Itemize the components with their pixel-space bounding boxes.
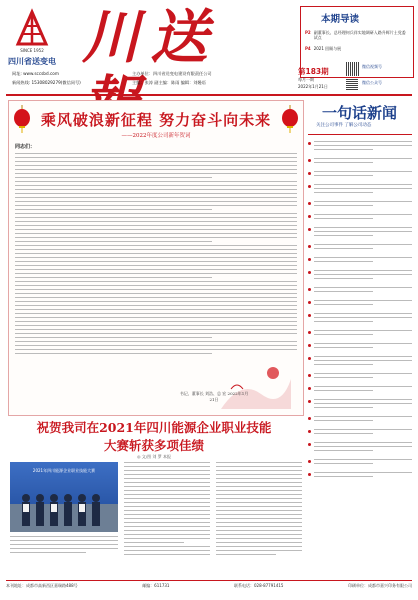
sidebar-news-item[interactable] [308,214,412,222]
sidebar-news-text [314,227,412,239]
bullet-icon [308,473,311,476]
people-group-icon [16,490,112,532]
bullet-icon [308,430,311,433]
info-sponsor: 主办单位：四川省送变电建设有限责任公司 [132,71,212,76]
logo-year: SINCE 1952 [20,48,44,53]
preview-text: 2021 回顾与展 [313,46,342,51]
sidebar-news-text [314,201,412,209]
sidebar-news-text [314,244,412,252]
bullet-icon [308,387,311,390]
sidebar-header [308,100,412,135]
article-caption-text [10,536,118,556]
preview-page: P2 [305,30,311,35]
logo-icon [14,8,50,48]
sidebar-news-text [314,330,412,338]
bullet-icon [308,331,311,334]
sidebar-news-text [314,300,412,308]
feature-salutation: 同志们： [15,144,36,150]
qr-code[interactable] [346,62,360,76]
feature-headline: 乘风破浪新征程 努力奋斗向未来 [40,111,272,129]
footer-divider [6,580,412,581]
sidebar-news-item[interactable] [308,158,412,166]
sidebar-news-item[interactable] [308,201,412,209]
info-contact: 新闻热线: 15308029279(微信同号) [12,80,81,85]
sidebar-news-text [314,416,412,424]
bullet-icon [308,357,311,360]
sidebar-news-item[interactable] [308,270,412,282]
feature-subtitle: ——2022年度公司新年贺词 [121,133,191,139]
sidebar-title: 一句话新闻 [322,104,398,122]
sidebar-news-text [314,472,412,480]
bullet-icon [308,443,311,446]
sidebar-news-item[interactable] [308,429,412,437]
sidebar-news-item[interactable] [308,356,412,368]
article-headline-line1: 祝贺我司在2021年四川能源企业职业技能 [36,420,272,435]
qr-label: 微信视频号 [362,64,382,69]
article-body-col2 [216,462,302,558]
bullet-icon [308,271,311,274]
footer-print: 印刷单位：成都市嘉兴印务有限公司 [348,583,412,588]
company-name: 四川省送变电 [8,57,56,66]
bullet-icon [308,159,311,162]
info-editors: 主编：张涛 副主编：陈雨 编辑：刘嫚语 [132,80,206,85]
sidebar-news-item[interactable] [308,227,412,239]
issue-sub: 每月一期 [298,77,314,82]
sidebar-news-item[interactable] [308,386,412,394]
sidebar-news-text [314,270,412,282]
sidebar-news-text [314,287,412,295]
issue-date: 2022年1月21日 [298,84,328,89]
bullet-icon [308,314,311,317]
sidebar-news-item[interactable] [308,313,412,325]
sidebar-news-text [314,257,412,265]
bullet-icon [308,288,311,291]
preview-page: P4 [305,46,311,51]
bullet-icon [308,215,311,218]
news-sidebar [308,100,412,570]
sidebar-news-item[interactable] [308,343,412,351]
sidebar-news-item[interactable] [308,184,412,196]
sidebar-news-item[interactable] [308,244,412,252]
company-logo [14,8,50,48]
bullet-icon [308,460,311,463]
feature-body-text [15,153,297,357]
bullet-icon [308,228,311,231]
preview-item[interactable] [305,30,409,40]
sidebar-subtitle: 关注公司事件 了解公司动态 [316,123,372,128]
qr-code[interactable] [346,78,358,90]
sidebar-news-text [314,141,412,153]
sidebar-news-item[interactable] [308,399,412,411]
info-website[interactable]: 网址: www.sccsbd.com [12,71,59,76]
masthead [0,0,418,92]
sidebar-news-text [314,356,412,368]
article-headline-line2: 大赛斩获多项佳绩 [103,438,204,453]
footer [6,583,412,589]
footer-postcode: 邮编：611731 [142,583,170,588]
bullet-icon [308,400,311,403]
sidebar-news-text [314,343,412,351]
masthead-divider [6,94,412,96]
sidebar-news-item[interactable] [308,330,412,338]
issue-number: 第183期 [298,67,329,76]
sidebar-news-text [314,386,412,394]
footer-phone: 联系电话：028-87791415 [234,583,284,588]
newspaper-title: 川送 [82,3,219,71]
sidebar-news-text [314,214,412,222]
feature-box [8,100,304,416]
sidebar-news-text [314,158,412,166]
sidebar-news-item[interactable] [308,442,412,454]
photo-banner: 2021年四川能源企业职业技能大赛 [32,468,96,473]
article-photo [10,462,118,532]
bullet-icon [308,172,311,175]
sidebar-news-text [314,459,412,467]
bullet-icon [308,245,311,248]
sidebar-news-text [314,429,412,437]
sidebar-news-item[interactable] [308,171,412,179]
sidebar-news-item[interactable] [308,416,412,424]
bullet-icon [308,202,311,205]
sidebar-news-text [314,184,412,196]
sidebar-news-item[interactable] [308,459,412,467]
bullet-icon [308,142,311,145]
preview-item[interactable] [305,46,409,51]
sidebar-news-item[interactable] [308,257,412,265]
sidebar-news-item[interactable] [308,373,412,381]
article-body-col1 [124,462,210,558]
sidebar-news-item[interactable] [308,287,412,295]
qr-label: 微信公众号 [362,80,382,85]
sidebar-news-text [314,399,412,411]
preview-title: 本期导读 [321,14,360,25]
sidebar-news-text [314,171,412,179]
sidebar-news-list [308,135,412,480]
bullet-icon [308,301,311,304]
sidebar-news-item[interactable] [308,300,412,308]
preview-text: 副董事长、总经理何兵祥实地调研入路升辉片土党委试点 [313,30,406,40]
bullet-icon [308,374,311,377]
article-byline: ◎ 文/图 刘 罗 本报 [137,454,171,459]
bullet-icon [308,258,311,261]
bullet-icon [308,185,311,188]
bullet-icon [308,417,311,420]
footer-address: 本刊地址：成都市高新西区嘉瑞路488号 [6,583,78,588]
sidebar-news-text [314,313,412,325]
sidebar-news-item[interactable] [308,472,412,480]
sidebar-news-text [314,442,412,454]
bullet-icon [308,344,311,347]
feature-signature: 书记、董事长 刘浩、总 宏 2022年1月21日 [179,391,249,402]
sidebar-news-item[interactable] [308,141,412,153]
sidebar-news-text [314,373,412,381]
